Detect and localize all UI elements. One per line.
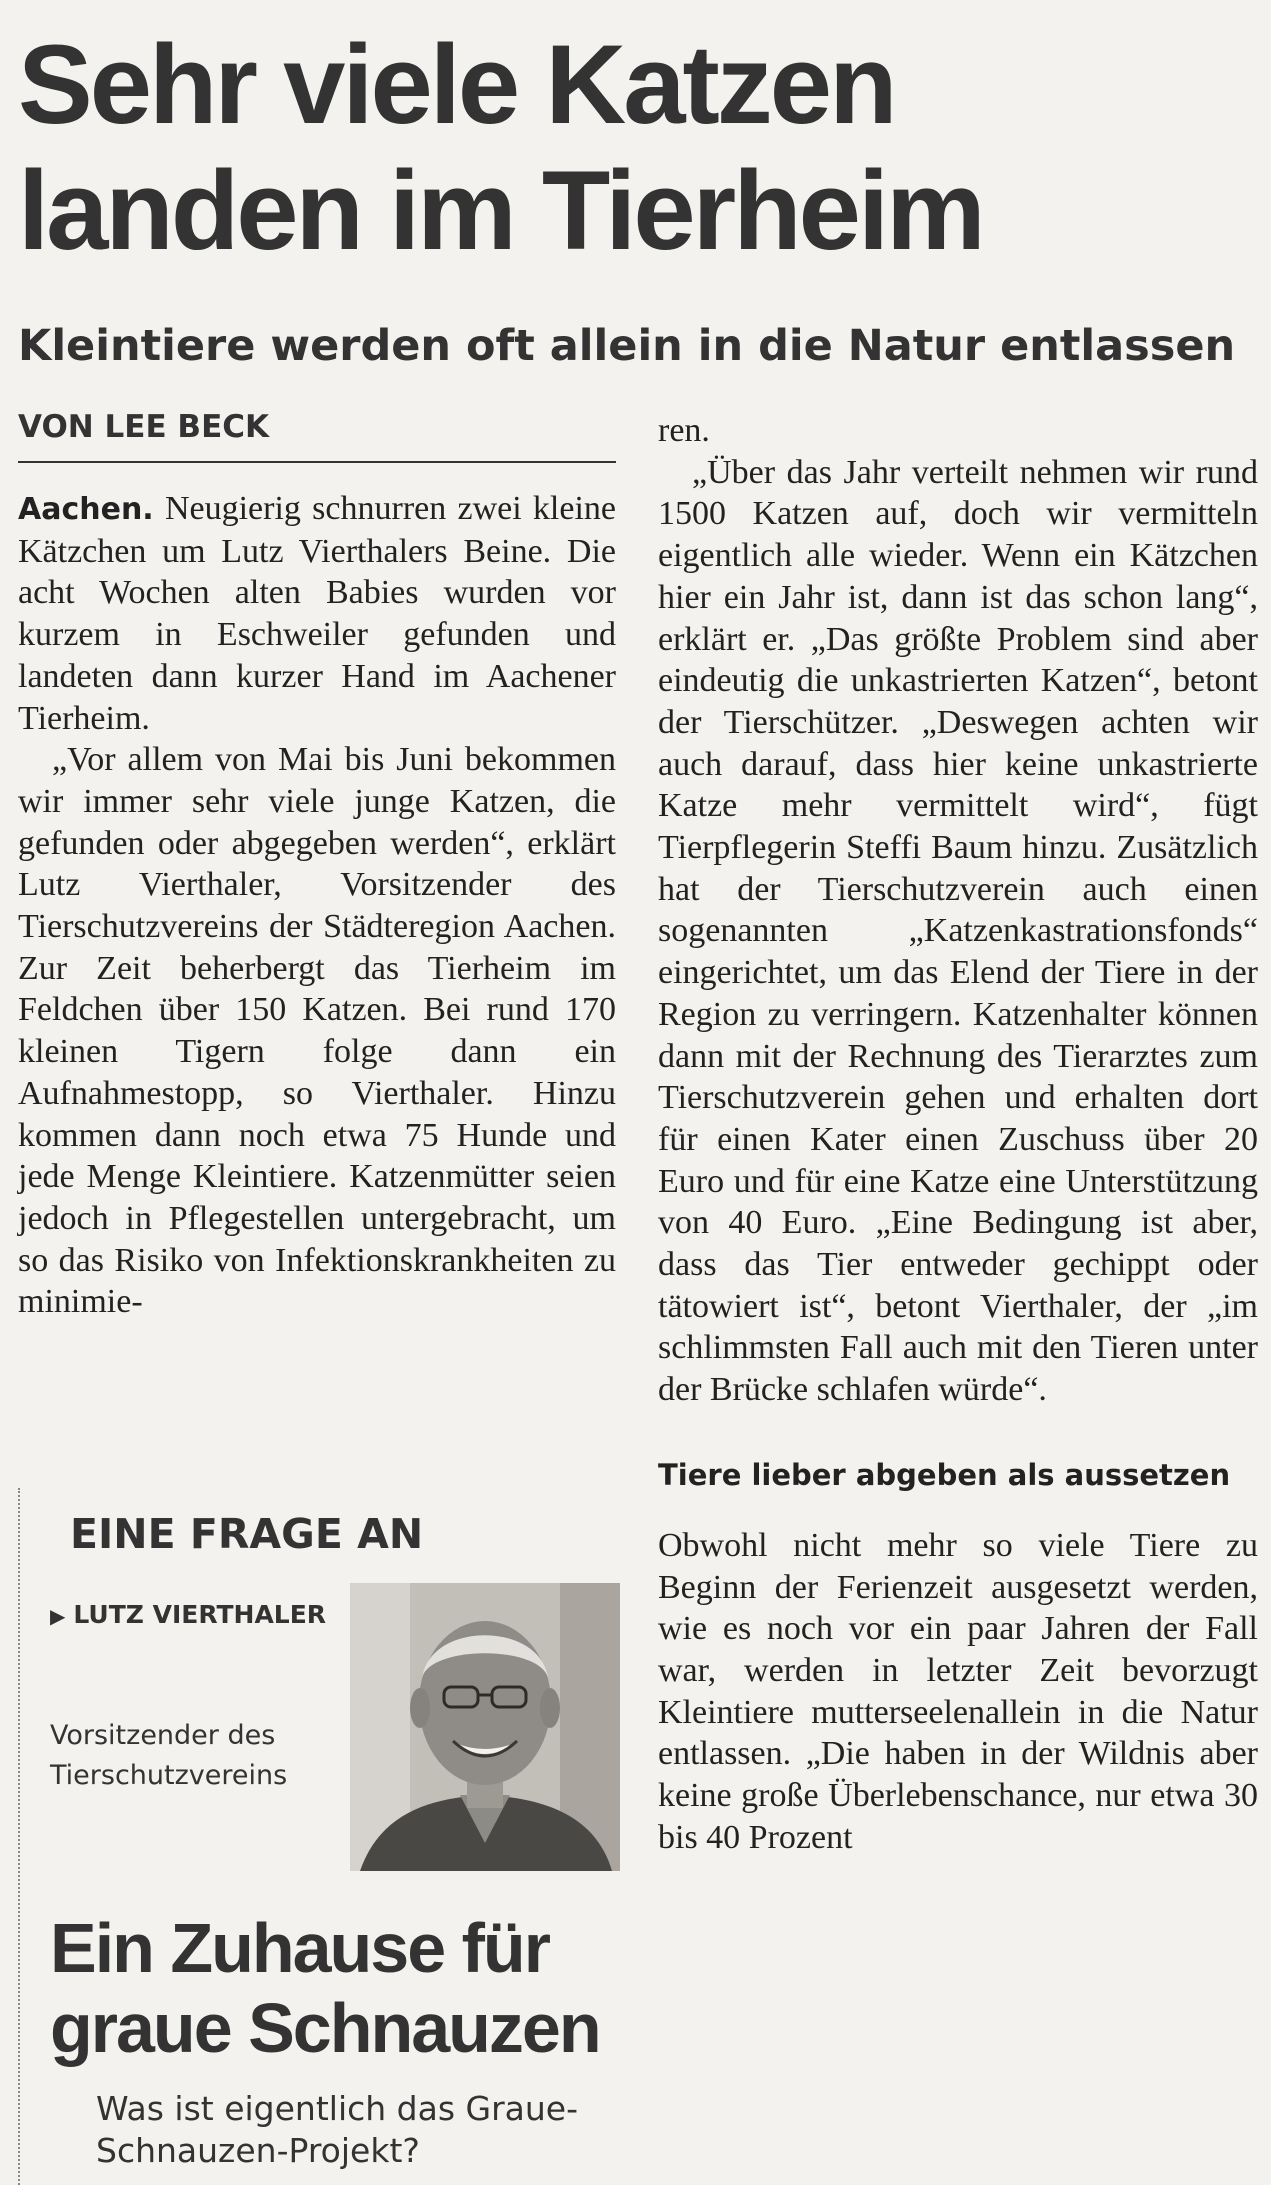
article-column-left (18, 488, 616, 1323)
subhead-pre: Kleintiere werden oft (18, 321, 550, 371)
paragraph: „Über das Jahr verteilt nehmen wir rund 1500 Katzen auf, doch wir vermitteln eigentlich alle wieder. Wenn ein Kätzchen hier ein Jahr ist, dann ist das schon lang“, erklärt er. „Das größte Problem sind aber eindeutig die unkastrierten Katzen“, betont der Tierschützer. „Deswegen achten wir auch darauf, dass hier keine unkastrierte Katze mehr vermittelt wird“, fügt Tierpflegerin Steffi Baum hinzu. Zusätzlich hat der Tierschutzverein auch einen sogenannten „Katzenkastrationsfonds“ eingerichtet, um das Elend der Tiere in der Region zu verringern. Katzenhalter können dann mit der Rechnung des Tierarztes zum Tierschutzverein gehen und erhalten dort für einen Kater einen Zuschuss über 20 Euro und für eine Katze eine Unterstützung von 40 Euro. „Eine Bedingung ist aber, dass das Tier entweder gechippt oder tätowiert ist“, betont Vierthaler, der „im schlimmsten Fall auch mit den Tieren unter der Brücke schlafen würde“. (658, 453, 1258, 1409)
sidebar-title: EINE FRAGE AN (70, 1510, 424, 1558)
paragraph-lead (18, 488, 616, 739)
sidebar-question: Was ist eigentlich das Graue-Schnauzen-Projekt? (96, 2089, 579, 2170)
sidebar-headline-line-2: graue Schnauzen (50, 1989, 600, 2067)
subhead-post: in die Natur entlassen (682, 321, 1236, 371)
article-headline (18, 22, 1258, 274)
paragraph: ren. (658, 412, 710, 449)
dateline-place: Aachen. (18, 492, 154, 527)
section-subheading: Tiere lieber abgeben als aussetzen (658, 1457, 1231, 1492)
interviewee-role: Vorsitzender des Tierschutzvereins (50, 1720, 288, 1791)
sidebar-headline (50, 1908, 620, 2068)
paragraph: Obwohl nicht mehr so viele Tiere zu Beginn der Ferienzeit ausgesetzt werden, wie es noch vor ein paar Jahren der Fall war, werden in letzter Zeit bevorzugt Kleintiere mutterseelenallein in die Natur entlassen. „Die haben in der Wildnis aber keine große Überlebenschance, nur etwa 30 bis 40 Prozent (658, 1526, 1258, 1856)
portrait-photo-graphic (350, 1583, 620, 1871)
paragraph: „Vor allem von Mai bis Juni bekommen wir immer sehr viele junge Katzen, die gefunden oder abgegeben werden“, erklärt Lutz Vierthaler, Vorsitzender des Tierschutzvereins der Städteregion Aachen. Zur Zeit beherbergt das Tierheim im Feldchen über 150 Katzen. Bei rund 170 kleinen Tigern folge dann ein Aufnahmestopp, so Vierthaler. Hinzu kommen dann noch etwa 75 Hunde und jede Menge Kleintiere. Katzenmütter seien jedoch in Pflegestellen untergebracht, um so das Risiko von Infektionskrankheiten zu minimie- (18, 741, 616, 1321)
paragraph-lead-text: Neugierig schnurren zwei kleine Kätzchen um Lutz Vierthalers Beine. Die acht Wochen alten Babies wurden vor kurzem in Eschweiler gefunden und landeten dann kurzer Hand im Aachener Tierheim. (18, 490, 616, 737)
subhead-bold: allein (549, 321, 683, 371)
article-subheadline (18, 320, 1258, 372)
headline-line-1: Sehr viele Katzen (18, 22, 895, 147)
triangle-right-icon: ▶ (50, 1604, 66, 1628)
portrait-photo (350, 1583, 620, 1871)
sidebar-headline-line-1: Ein Zuhause für (50, 1909, 549, 1987)
article-column-right (658, 410, 1258, 1859)
headline-line-2: landen im Tierheim (18, 148, 983, 273)
byline: VON LEE BECK (18, 405, 616, 463)
sidebar-interview-box (18, 1488, 620, 2185)
interviewee-name-text: LUTZ VIERTHALER (73, 1600, 327, 1629)
interviewee-name (50, 1598, 326, 1633)
